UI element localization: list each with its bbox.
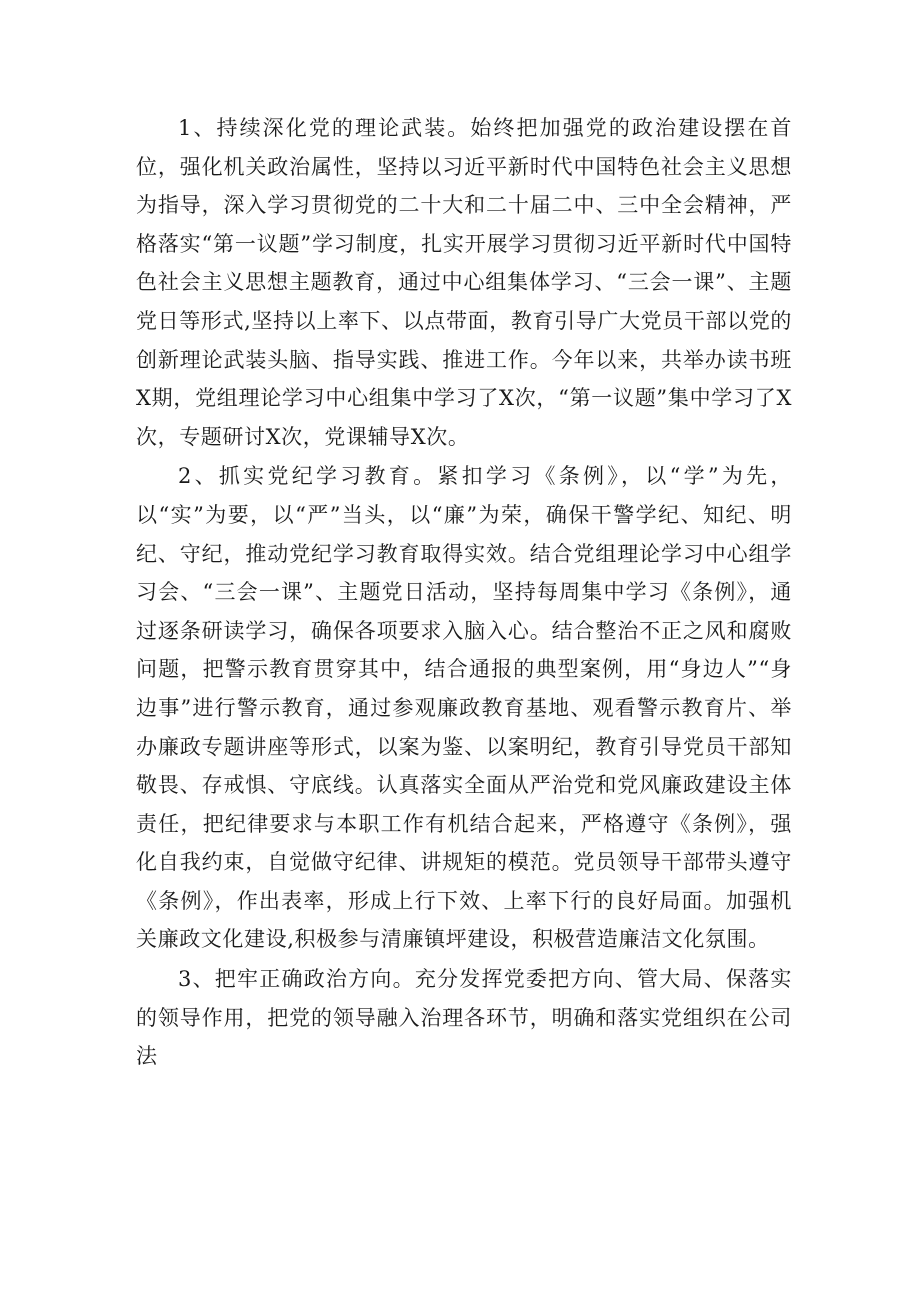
paragraph-1: 1、持续深化党的理论武装。始终把加强党的政治建设摆在首位，强化机关政治属性，坚持以习近平新时代中国特色社会主义思想为指导，深入学习贯彻党的二十大和二十届二中、三中全会精神，严格落实“第一议题”学习制度，扎实开展学习贯彻习近平新时代中国特色社会主义思想主题教育，通过中心组集体学习、“三会一课”、主题党日等形式,坚持以上率下、以点带面，教育引导广大党员干部以党的创新理论武装头脑、指导实践、推进工作。今年以来，共举办读书班X期，党组理论学习中心组集中学习了X次，“第一议题”集中学习了X次，专题研讨X次，党课辅导X次。 bbox=[136, 116, 792, 449]
paragraph-3: 3、把牢正确政治方向。充分发挥党委把方向、管大局、保落实的领导作用，把党的领导融入治理各环节，明确和落实党组织在公司法 bbox=[136, 967, 792, 1069]
paragraph-2: 2、抓实党纪学习教育。紧扣学习《条例》，以“学”为先，以“实”为要，以“严”当头，以“廉”为荣，确保干警学纪、知纪、明纪、守纪，推动党纪学习教育取得实效。结合党组理论学习中心组学习会、“三会一课”、主题党日活动，坚持每周集中学习《条例》，通过逐条研读学习，确保各项要求入脑入心。结合整治不正之风和腐败问题，把警示教育贯穿其中，结合通报的典型案例，用“身边人”“身边事”进行警示教育，通过参观廉政教育基地、观看警示教育片、举办廉政专题讲座等形式，以案为鉴、以案明纪，教育引导党员干部知敬畏、存戒惧、守底线。认真落实全面从严治党和党风廉政建设主体责任，把纪律要求与本职工作有机结合起来，严格遵守《条例》，强化自我约束，自觉做守纪律、讲规矩的模范。党员领导干部带头遵守《条例》，作出表率，形成上行下效、上率下行的良好局面。加强机关廉政文化建设,积极参与清廉镇坪建设，积极营造廉洁文化氛围。 bbox=[136, 464, 792, 952]
document-body bbox=[136, 109, 792, 1076]
